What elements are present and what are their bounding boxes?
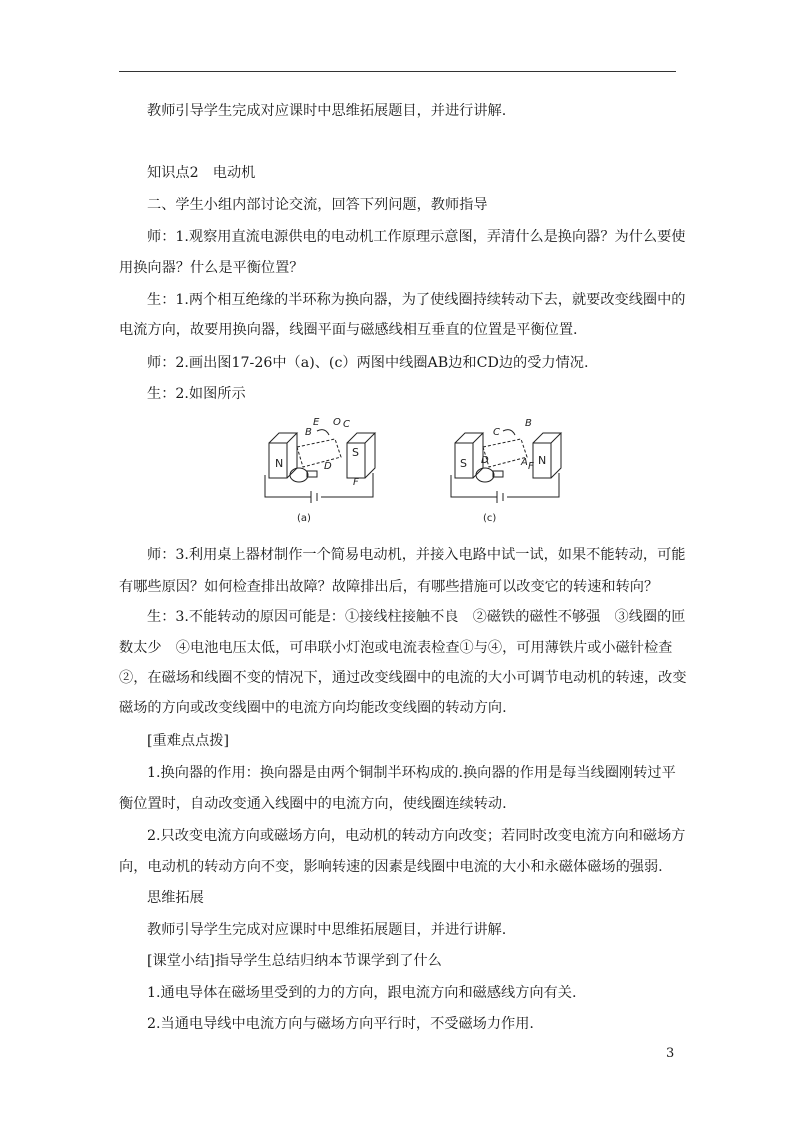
section-heading: 知识点2 电动机 bbox=[147, 165, 256, 181]
paragraph-line: [课堂小结]指导学生总结归纳本节课学到了什么 bbox=[147, 953, 442, 969]
left-pole-label: S bbox=[460, 457, 467, 470]
paragraph-line: 生：3.不能转动的原因可能是：①接线柱接触不良 ②磁铁的磁性不够强 ③线圈的匝 bbox=[147, 609, 686, 625]
paragraph-line: ②，在磁场和线圈不变的情况下，通过改变线圈中的电流的大小可调节电动机的转速，改变 bbox=[119, 670, 687, 686]
figure-c-labels bbox=[481, 418, 534, 524]
commutator bbox=[290, 468, 308, 482]
left-magnet-top bbox=[455, 433, 483, 443]
paragraph-line: 二、学生小组内部讨论交流，回答下列问题，教师指导 bbox=[147, 197, 488, 213]
battery bbox=[311, 491, 317, 503]
paragraph-line: 师：3.利用桌上器材制作一个简易电动机，并接入电路中试一试，如果不能转动，可能 bbox=[147, 547, 686, 563]
label-D: D bbox=[324, 461, 332, 472]
paragraph-line: 磁场的方向或改变线圈中的电流方向均能改变线圈的转动方向. bbox=[119, 700, 507, 716]
section-heading: [重难点点拨] bbox=[147, 733, 230, 749]
label-F: F bbox=[353, 477, 359, 488]
right-pole-label: S bbox=[352, 446, 359, 459]
rotation-arrow bbox=[503, 430, 515, 435]
paragraph-line: 生：1.两个相互绝缘的半环称为换向器，为了使线圈持续转动下去，就要改变线圈中的 bbox=[147, 292, 686, 308]
label-C: C bbox=[343, 419, 350, 430]
caption-a: (a) bbox=[297, 513, 311, 524]
section-heading: 思维拓展 bbox=[147, 890, 204, 906]
paragraph-line: 1.换向器的作用：换向器是由两个铜制半环构成的.换向器的作用是每当线圈刚转过平 bbox=[147, 765, 676, 781]
label-C: C bbox=[493, 427, 500, 438]
rotation-arrow bbox=[317, 430, 329, 435]
motor-force-figure bbox=[255, 413, 580, 528]
paragraph-line: 生：2.如图所示 bbox=[147, 386, 246, 402]
brush bbox=[307, 471, 317, 477]
paragraph-line: 2.当通电导线中电流方向与磁场方向平行时，不受磁场力作用. bbox=[147, 1016, 534, 1032]
paragraph-line: 教师引导学生完成对应课时中思维拓展题目，并进行讲解. bbox=[147, 922, 507, 938]
right-magnet-top bbox=[347, 433, 375, 443]
right-magnet-top bbox=[533, 433, 561, 443]
label-O: O bbox=[333, 417, 341, 428]
left-pole-label: N bbox=[275, 457, 284, 470]
right-magnet-side bbox=[365, 433, 375, 478]
label-E: E bbox=[313, 417, 320, 428]
label-D: D bbox=[481, 455, 489, 466]
paragraph-line: 有哪些原因？如何检查排出故障？故障排出后，有哪些措施可以改变它的转速和转向？ bbox=[119, 579, 659, 595]
label-F: F bbox=[528, 461, 534, 472]
left-magnet-top bbox=[269, 433, 297, 443]
circuit-wire bbox=[451, 473, 559, 497]
paragraph-line: 教师引导学生完成对应课时中思维拓展题目，并进行讲解. bbox=[147, 103, 507, 119]
paragraph-line: 2.只改变电流方向或磁场方向，电动机的转动方向改变；若同时改变电流方向和磁场方 bbox=[147, 828, 686, 844]
paragraph-line: 用换向器？什么是平衡位置？ bbox=[119, 260, 304, 276]
paragraph-line: 1.通电导体在磁场里受到的力的方向，跟电流方向和磁感线方向有关. bbox=[147, 985, 577, 1001]
figure-c bbox=[451, 430, 561, 503]
page-number: 3 bbox=[666, 1046, 675, 1061]
label-B: B bbox=[305, 427, 312, 438]
paragraph-line: 师：1.观察用直流电源供电的电动机工作原理示意图，弄清什么是换向器？为什么要使 bbox=[147, 229, 686, 245]
right-pole-label: N bbox=[538, 454, 547, 467]
paragraph-line: 衡位置时，自动改变通入线圈中的电流方向，使线圈连续转动. bbox=[119, 796, 507, 812]
paragraph-line: 电流方向，故要用换向器，线圈平面与磁感线相互垂直的位置是平衡位置. bbox=[119, 322, 578, 338]
header-rule bbox=[119, 71, 676, 72]
brush bbox=[493, 471, 503, 477]
caption-c: (c) bbox=[483, 513, 497, 524]
battery bbox=[497, 491, 503, 503]
label-B: B bbox=[525, 418, 532, 429]
right-magnet-side bbox=[551, 433, 561, 478]
commutator bbox=[476, 468, 494, 482]
paragraph-line: 向，电动机的转动方向不变，影响转速的因素是线圈中电流的大小和永磁体磁场的强弱. bbox=[119, 859, 663, 875]
paragraph-line: 师：2.画出图17-26中（a)、(c）两图中线圈AB边和CD边的受力情况. bbox=[147, 355, 589, 371]
figure-a bbox=[265, 430, 375, 503]
coil bbox=[297, 439, 341, 467]
label-A: A bbox=[521, 457, 528, 468]
paragraph-line: 数太少 ④电池电压太低，可串联小灯泡或电流表检查①与④，可用薄铁片或小磁针检查 bbox=[119, 640, 673, 656]
